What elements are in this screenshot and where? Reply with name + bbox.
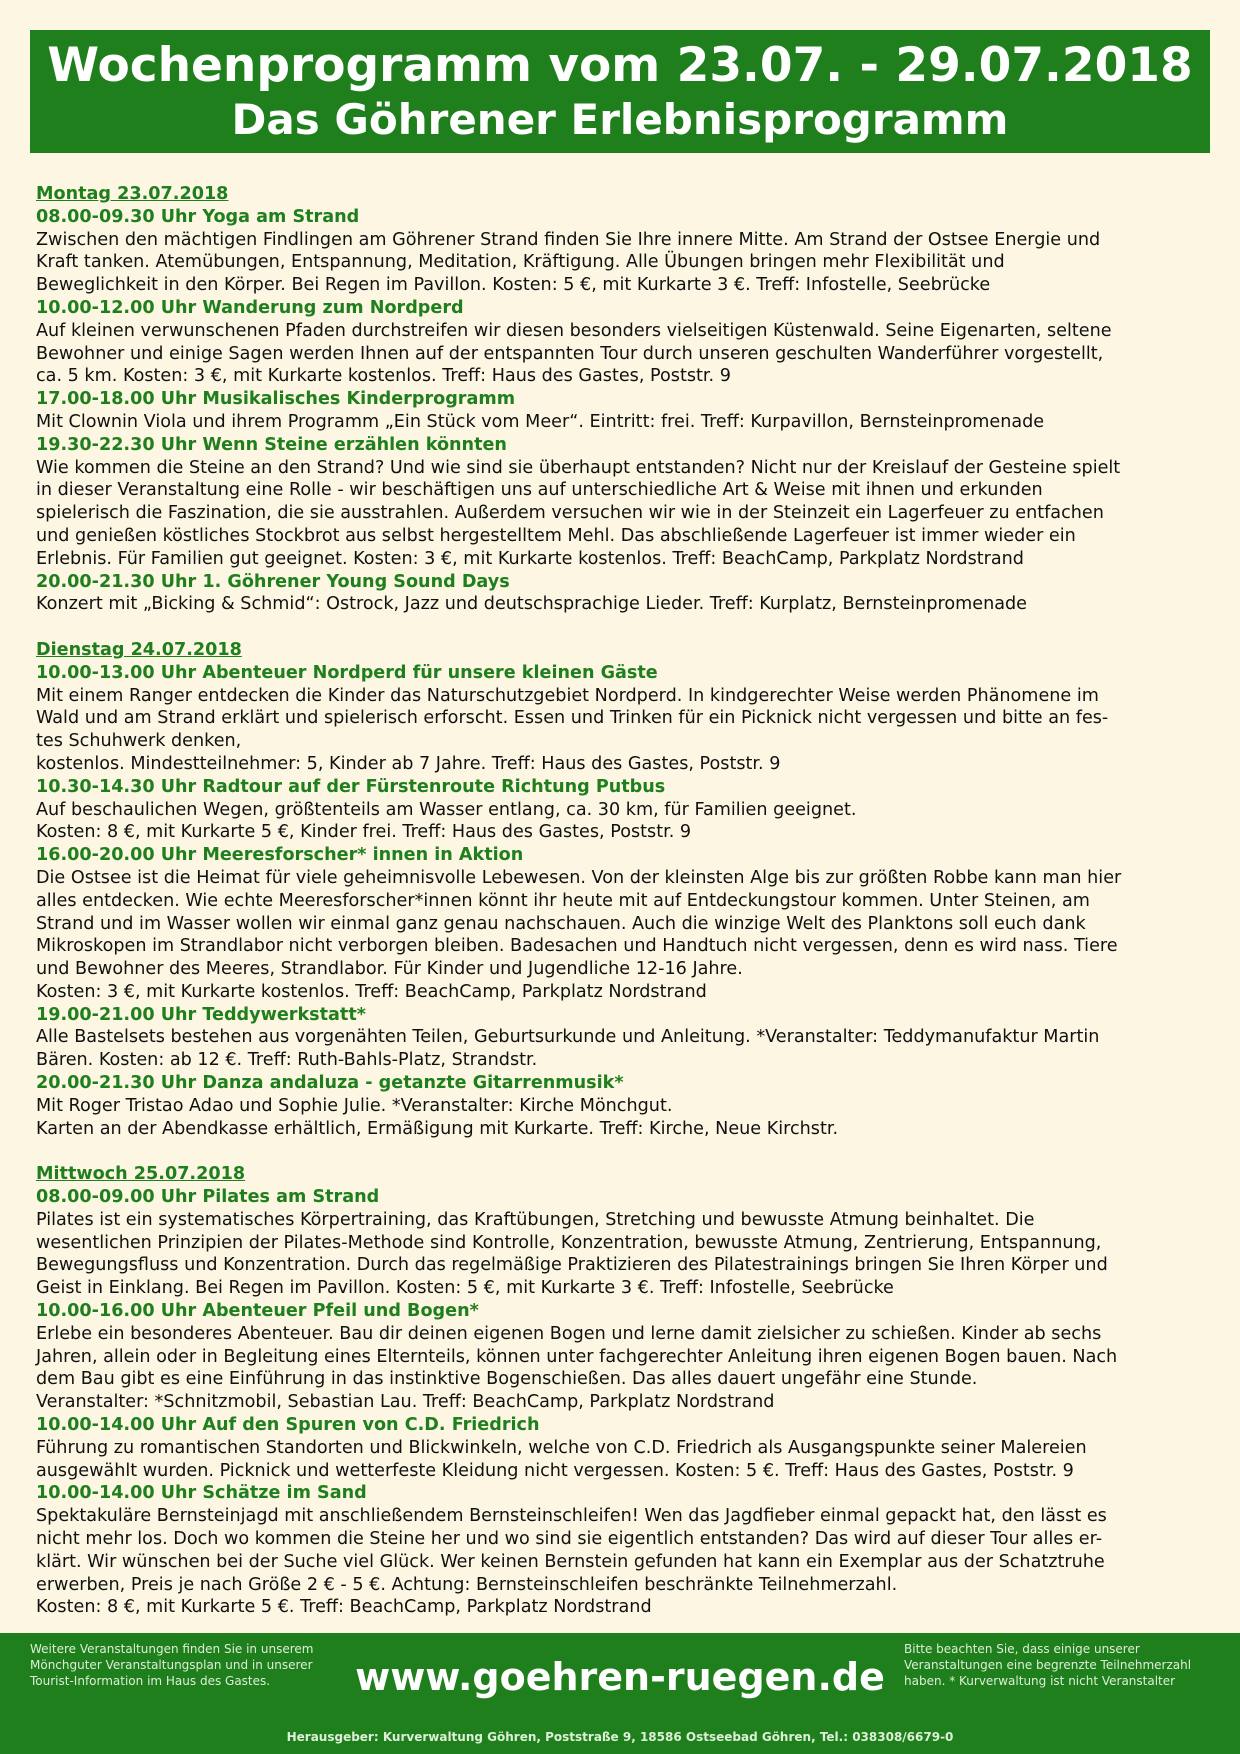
header-banner — [30, 30, 1210, 153]
event — [36, 662, 1206, 776]
page-title: Wochenprogramm vom 23.07. - 29.07.2018 — [47, 38, 1193, 93]
event-description: Alle Bastelsets bestehen aus vorgenähten Teilen, Geburtsurkunde und Anleitung. *Veranstalter: Teddymanufaktur Martin Bären. Kosten: ab 12 €. Treff: Ruth-Bahls-Platz, Strandstr. — [36, 1027, 1100, 1071]
event-description: Führung zu romantischen Standorten und Blickwinkeln, welche von C.D. Friedrich als Ausgangspunkte seiner Malereien ausgewählt wurden. Picknick und wetterfeste Kleidung nicht vergessen. Kosten: 5 €. Treff: Haus des Gastes, Poststr. 9 — [36, 1437, 1087, 1481]
footer-banner — [0, 1633, 1240, 1754]
event-title: 19.00-21.00 Uhr Teddywerkstatt* — [36, 1004, 366, 1025]
event-title: 10.30-14.30 Uhr Radtour auf der Fürstenroute Richtung Putbus — [36, 776, 666, 797]
program-content — [36, 183, 1206, 1642]
event-title: 10.00-14.00 Uhr Auf den Spuren von C.D. Friedrich — [36, 1415, 540, 1436]
footer-right-note: Bitte beachten Sie, dass einige unserer Veranstaltungen eine begrenzte Teilnehmerzahl haben. * Kurverwaltung ist nicht Veranstalter — [904, 1642, 1192, 1688]
event — [36, 1414, 1206, 1482]
day-title: Montag 23.07.2018 — [36, 184, 229, 204]
event-description: Spektakuläre Bernsteinjagd mit anschließendem Bernsteinschleifen! Wen das Jagdfieber einmal gepackt hat, den lässt es nicht mehr los. Doch wo kommen die Steine her und wo sind sie eigentlich entstanden? Das wird auf dieser Tour alles er- klärt. Wir wünschen bei der Suche viel Glück. Wer keinen Bernstein gefunden hat kann ein Exemplar aus der Schatztruhe erwerben, Preis je nach Größe 2 € - 5 €. Achtung: Bernsteinschleifen beschränkte Teilnehmerzahl. Kosten: 8 €, mit Kurkarte 5 €. Treff: BeachCamp, Parkplatz Nordstrand — [36, 1506, 1107, 1618]
event-title: 08.00-09.00 Uhr Pilates am Strand — [36, 1187, 380, 1208]
day-title: Mittwoch 25.07.2018 — [36, 1164, 246, 1185]
event — [36, 1072, 1206, 1140]
event-title: 20.00-21.30 Uhr Danza andaluza - getanzte Gitarrenmusik* — [36, 1073, 624, 1094]
event-description: Pilates ist ein systematisches Körpertraining, das Kraftübungen, Stretching und bewusste Atmung beinhaltet. Die wesentlichen Prinzipien der Pilates-Methode sind Kontrolle, Konzentration, bewusste Atmung, Zentrierung, Entspannung, Bewegungsfluss und Konzentration. Durch das regelmäßige Praktizieren des Pilatestrainings bringen Sie Ihren Körper und Geist in Einklang. Bei Regen im Pavillon. Kosten: 5 €, mit Kurkarte 3 €. Treff: Infostelle, Seebrücke — [36, 1209, 1108, 1299]
event-description: Mit Roger Tristao Adao und Sophie Julie. *Veranstalter: Kirche Mönchgut. Karten an der Abendkasse erhältlich, Ermäßigung mit Kurkarte. Treff: Kirche, Neue Kirchstr. — [36, 1095, 839, 1139]
day-wednesday — [36, 1163, 1206, 1619]
event-description: Die Ostsee ist die Heimat für viele geheimnisvolle Lebewesen. Von der kleinsten Alge bis zur größten Robbe kann man hier alles entdecken. Wie echte Meeresforscher*innen könnt ihr heute mit auf Entdeckungstour kommen. Unter Steinen, am Strand und im Wasser wollen wir einmal ganz genau nachschauen. Auch die winzige Welt des Planktons soll euch dank Mikroskopen im Strandlabor nicht verborgen bleiben. Badesachen und Handtuch nicht vergessen, denn es wird nass. Tiere und Bewohner des Meeres, Strandlabor. Für Kinder und Jugendliche 12-16 Jahre. Kosten: 3 €, mit Kurkarte kostenlos. Treff: BeachCamp, Parkplatz Nordstrand — [36, 867, 1122, 1002]
publisher-info: Herausgeber: Kurverwaltung Göhren, Poststraße 9, 18586 Ostseebad Göhren, Tel.: 038308/6679-0 — [286, 1730, 954, 1744]
day-title: Dienstag 24.07.2018 — [36, 639, 242, 660]
event-title: 10.00-16.00 Uhr Abenteuer Pfeil und Bogen* — [36, 1301, 479, 1322]
event-description: Mit einem Ranger entdecken die Kinder das Naturschutzgebiet Nordperd. In kindgerechter Weise werden Phänomene im Wald und am Strand erklärt und spielerisch erforscht. Essen und Trinken für ein Picknick nicht vergessen und bitte an fes- tes Schuhwerk denken, kostenlos. Mindestteilnehmer: 5, Kinder ab 7 Jahre. Treff: Haus des Gastes, Poststr. 9 — [36, 685, 1109, 774]
event-description: Konzert mit „Bicking & Schmid“: Ostrock, Jazz und deutschsprachige Lieder. Treff: Kurplatz, Bernsteinpromenade — [36, 594, 1028, 615]
website-link[interactable]: www.goehren-ruegen.de — [355, 1655, 885, 1699]
day-monday — [36, 183, 1206, 616]
event — [36, 1300, 1206, 1414]
event-description: Zwischen den mächtigen Findlingen am Göhrener Strand finden Sie Ihre innere Mitte. Am Strand der Ostsee Energie und Kraft tanken. Atemübungen, Entspannung, Meditation, Kräftigung. Alle Übungen bringen mehr Flexibilität und Beweglichkeit in den Körper. Bei Regen im Pavillon. Kosten: 5 €, mit Kurkarte 3 €. Treff: Infostelle, Seebrücke — [36, 229, 1101, 296]
event — [36, 388, 1206, 434]
event-title: 10.00-14.00 Uhr Schätze im Sand — [36, 1483, 367, 1504]
event-title: 19.30-22.30 Uhr Wenn Steine erzählen könnten — [36, 434, 507, 455]
day-tuesday — [36, 639, 1206, 1141]
footer-left-note: Weitere Veranstaltungen finden Sie in unserem Mönchguter Veranstaltungsplan und in unserer Tourist-Information im Haus des Gastes. — [30, 1642, 314, 1688]
event-description: Auf kleinen verwunschenen Pfaden durchstreifen wir diesen besonders vielseitigen Küstenwald. Seine Eigenarten, seltene Bewohner und einige Sagen werden Ihnen auf der entspannten Tour durch unseren geschulten Wanderführer vorgestellt, ca. 5 km. Kosten: 3 €, mit Kurkarte kostenlos. Treff: Haus des Gastes, Poststr. 9 — [36, 320, 1112, 387]
event-description: Wie kommen die Steine an den Strand? Und wie sind sie überhaupt entstanden? Nicht nur der Kreislauf der Gesteine spielt in dieser Veranstaltung eine Rolle - wir beschäftigen uns auf unterschiedliche Art & Weise mit ihnen und erkunden spielerisch die Faszination, die sie ausstrahlen. Außerdem versuchen wir wie in der Steinzeit ein Lagerfeuer zu entfachen und genießen köstliches Stockbrot aus selbst hergestelltem Mehl. Das abschließende Lagerfeuer ist immer wieder ein Erlebnis. Für Familien gut geeignet. Kosten: 3 €, mit Kurkarte kostenlos. Treff: BeachCamp, Parkplatz Nordstrand — [36, 457, 1121, 569]
event-title: 16.00-20.00 Uhr Meeresforscher* innen in Aktion — [36, 845, 524, 866]
event — [36, 844, 1206, 1004]
event-title: 20.00-21.30 Uhr 1. Göhrener Young Sound Days — [36, 571, 510, 592]
event — [36, 1004, 1206, 1072]
event — [36, 776, 1206, 844]
event-description: Mit Clownin Viola und ihrem Programm „Ein Stück vom Meer“. Eintritt: frei. Treff: Kurpavillon, Bernsteinpromenade — [36, 411, 1045, 432]
event-title: 08.00-09.30 Uhr Yoga am Strand — [36, 206, 360, 227]
event — [36, 1186, 1206, 1300]
event — [36, 206, 1206, 297]
event-title: 10.00-12.00 Uhr Wanderung zum Nordperd — [36, 297, 464, 318]
event-description: Erlebe ein besonderes Abenteuer. Bau dir deinen eigenen Bogen und lerne damit zielsicher zu schießen. Kinder ab sechs Jahren, allein oder in Begleitung eines Elternteils, können unter fachgerechter Anleitung ihren eigenen Bogen bauen. Nach dem Bau gibt es eine Einführung in das instinktive Bogenschießen. Das alles dauert ungefähr eine Stunde. Veranstalter: *Schnitzmobil, Sebastian Lau. Treff: BeachCamp, Parkplatz Nordstrand — [36, 1323, 1118, 1413]
event-title: 17.00-18.00 Uhr Musikalisches Kinderprogramm — [36, 389, 516, 410]
event — [36, 297, 1206, 388]
event — [36, 571, 1206, 617]
event-title: 10.00-13.00 Uhr Abenteuer Nordperd für unsere kleinen Gäste — [36, 662, 658, 683]
event — [36, 434, 1206, 571]
event — [36, 1482, 1206, 1619]
event-description: Auf beschaulichen Wegen, größtenteils am Wasser entlang, ca. 30 km, für Familien geeignet. Kosten: 8 €, mit Kurkarte 5 €, Kinder frei. Treff: Haus des Gastes, Poststr. 9 — [36, 799, 857, 843]
page-subtitle: Das Göhrener Erlebnisprogramm — [231, 95, 1009, 144]
